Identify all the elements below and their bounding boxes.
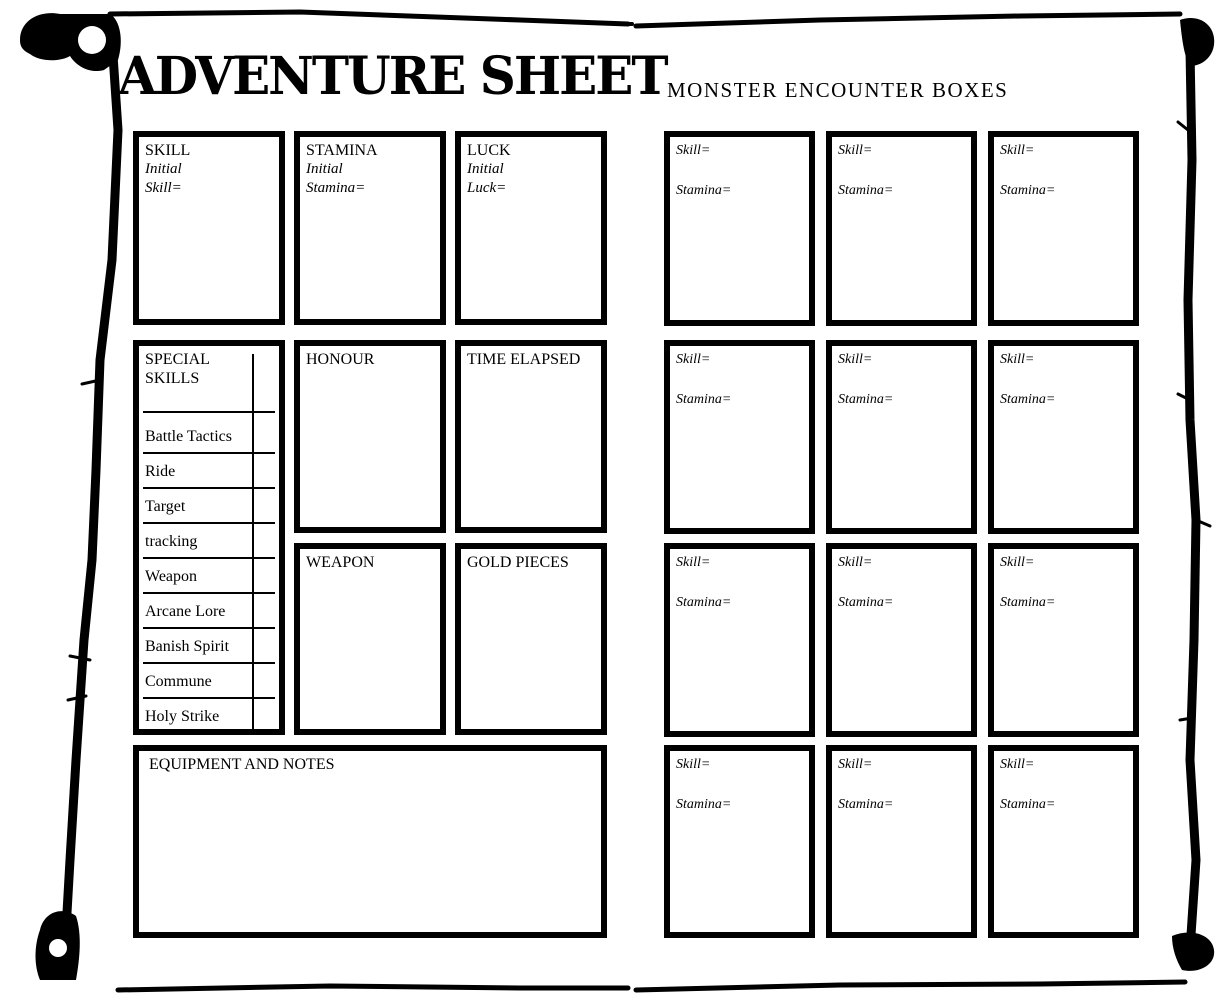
monster-box[interactable] <box>826 131 977 326</box>
monster-skill-label: Skill= <box>676 143 711 158</box>
monster-skill-label: Skill= <box>1000 143 1035 158</box>
special-skills-label-1: SPECIAL <box>145 351 210 368</box>
skill-initial-label: Initial <box>145 161 182 177</box>
monster-stamina-label: Stamina= <box>838 392 894 407</box>
monster-skill-label: Skill= <box>676 352 711 367</box>
weapon-box[interactable] <box>294 543 446 735</box>
special-skills-label-2: SKILLS <box>145 370 200 387</box>
monster-skill-label: Skill= <box>838 555 873 570</box>
monster-section-title: MONSTER ENCOUNTER BOXES <box>667 78 1009 102</box>
monster-box[interactable] <box>988 131 1139 326</box>
monster-box[interactable] <box>664 543 815 737</box>
skill-item: Target <box>145 498 186 515</box>
monster-box[interactable] <box>664 340 815 534</box>
page-title: ADVENTURE SHEET <box>118 44 667 107</box>
monster-stamina-label: Stamina= <box>1000 183 1056 198</box>
monster-stamina-label: Stamina= <box>838 183 894 198</box>
monster-box[interactable] <box>664 131 815 326</box>
skill-item: Battle Tactics <box>145 428 232 445</box>
equipment-label: EQUIPMENT AND NOTES <box>149 756 335 773</box>
skill-label: SKILL <box>145 142 191 159</box>
monster-box[interactable] <box>826 745 977 938</box>
luck-value-label: Luck= <box>467 180 507 196</box>
gold-pieces-box[interactable] <box>455 543 607 735</box>
monster-stamina-label: Stamina= <box>838 595 894 610</box>
monster-stamina-label: Stamina= <box>676 183 732 198</box>
monster-box[interactable] <box>826 543 977 737</box>
monster-box[interactable] <box>988 543 1139 737</box>
weapon-label: WEAPON <box>306 554 375 571</box>
skill-item: Weapon <box>145 568 198 585</box>
stamina-value-label: Stamina= <box>306 180 366 196</box>
skill-item: Ride <box>145 463 176 480</box>
skill-item: Banish Spirit <box>145 638 230 655</box>
honour-box[interactable] <box>294 340 446 533</box>
monster-box[interactable] <box>664 745 815 938</box>
gold-pieces-label: GOLD PIECES <box>467 554 569 571</box>
monster-box[interactable] <box>826 340 977 534</box>
monster-stamina-label: Stamina= <box>1000 595 1056 610</box>
monster-stamina-label: Stamina= <box>1000 392 1056 407</box>
monster-stamina-label: Stamina= <box>838 797 894 812</box>
monster-skill-label: Skill= <box>1000 757 1035 772</box>
monster-stamina-label: Stamina= <box>676 392 732 407</box>
skill-box[interactable] <box>133 131 285 325</box>
stamina-label: STAMINA <box>306 142 378 159</box>
luck-label: LUCK <box>467 142 511 159</box>
monster-box[interactable] <box>988 340 1139 534</box>
skill-item: Arcane Lore <box>145 603 226 620</box>
skill-item: Holy Strike <box>145 708 220 725</box>
stamina-box[interactable] <box>294 131 446 325</box>
monster-skill-label: Skill= <box>676 757 711 772</box>
time-elapsed-label: TIME ELAPSED <box>467 351 581 368</box>
stamina-initial-label: Initial <box>306 161 343 177</box>
monster-stamina-label: Stamina= <box>1000 797 1056 812</box>
monster-skill-label: Skill= <box>1000 352 1035 367</box>
monster-skill-label: Skill= <box>838 757 873 772</box>
monster-skill-label: Skill= <box>676 555 711 570</box>
skill-item: Commune <box>145 673 212 690</box>
honour-label: HONOUR <box>306 351 375 368</box>
luck-box[interactable] <box>455 131 607 325</box>
skill-value-label: Skill= <box>145 180 182 196</box>
monster-stamina-label: Stamina= <box>676 595 732 610</box>
skills-header-divider <box>143 411 275 413</box>
monster-stamina-label: Stamina= <box>676 797 732 812</box>
equipment-notes-box[interactable] <box>133 745 607 938</box>
skill-item: tracking <box>145 533 198 550</box>
monster-skill-label: Skill= <box>838 352 873 367</box>
special-skills-box[interactable] <box>133 340 285 735</box>
monster-skill-label: Skill= <box>1000 555 1035 570</box>
monster-box[interactable] <box>988 745 1139 938</box>
time-elapsed-box[interactable] <box>455 340 607 533</box>
luck-initial-label: Initial <box>467 161 504 177</box>
monster-skill-label: Skill= <box>838 143 873 158</box>
